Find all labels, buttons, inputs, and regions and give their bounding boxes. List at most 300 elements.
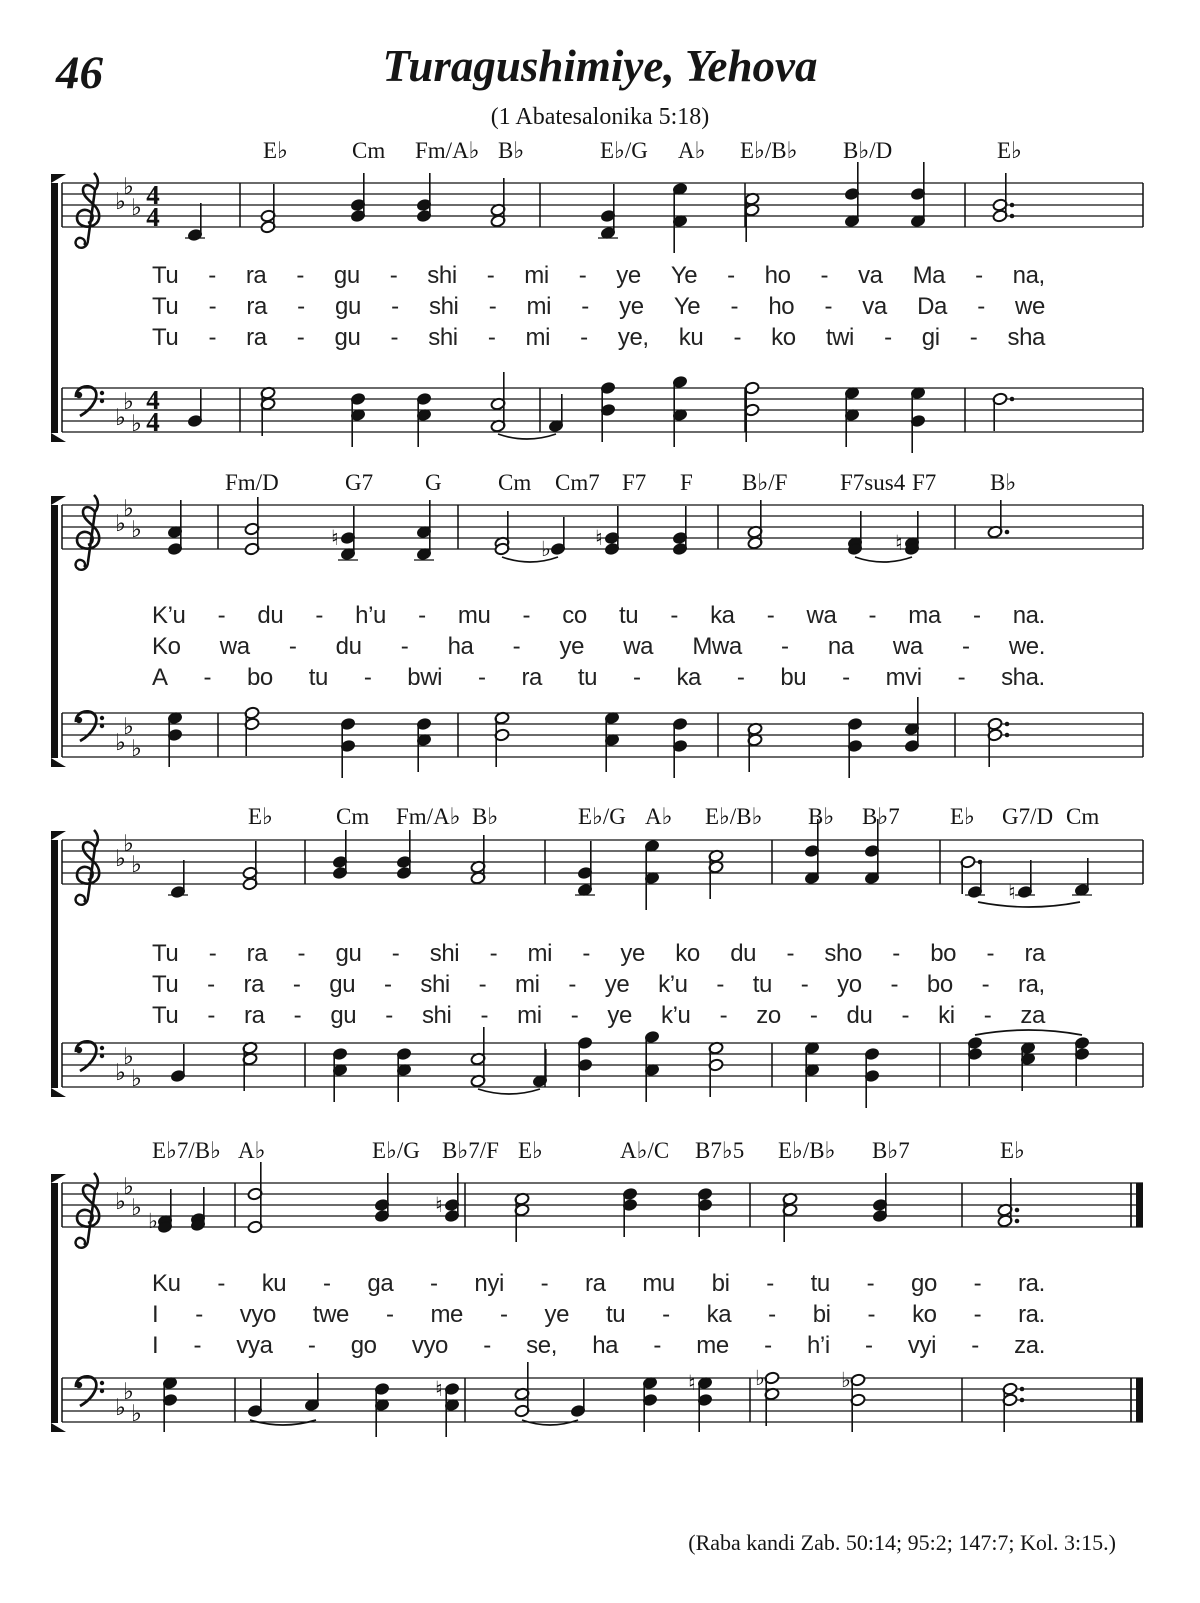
chord-symbol: E♭ (997, 138, 1022, 163)
lyric-syllable: mi (527, 940, 553, 967)
lyric-syllable: h’i (806, 1332, 830, 1359)
treble-staff (57, 163, 1147, 263)
lyric-syllable: mi (524, 262, 549, 289)
lyric-syllable: ga (367, 1270, 394, 1297)
syllable-separator: - (578, 262, 587, 289)
lyric-syllable: shi (429, 940, 460, 967)
lyric-syllable: ra. (1018, 1270, 1045, 1297)
chord-symbol: F7sus4 (840, 470, 906, 495)
lyric-syllable: Da (917, 293, 947, 320)
chord-symbol: B7♭5 (695, 1138, 745, 1163)
bass-clef-icon (76, 1041, 104, 1071)
chord-symbol: E♭ (1000, 1138, 1025, 1163)
syllable-separator: - (733, 324, 742, 351)
chord-symbol: E♭ (950, 804, 975, 829)
syllable-separator: - (581, 293, 589, 320)
syllable-separator: - (973, 1301, 982, 1328)
accidental: ♮ (595, 526, 603, 550)
syllable-separator: - (288, 633, 297, 660)
syllable-separator: - (809, 1002, 818, 1029)
syllable-separator: - (824, 293, 833, 320)
syllable-separator: - (418, 602, 426, 629)
flat-sign: ♭ (123, 496, 134, 522)
lyric-syllable: gu (334, 324, 361, 351)
bass-clef-icon (76, 386, 104, 416)
chord-symbol: Cm (336, 804, 370, 829)
lyric-syllable: ra (585, 1270, 606, 1297)
chord-symbol: B♭/F (742, 470, 788, 495)
page-title: Turagushimiye, Yehova (382, 41, 818, 91)
treble-staff (57, 1163, 1147, 1263)
lyric-syllable: tu (752, 971, 772, 998)
hymn-number: 46 (56, 47, 103, 99)
lyric-syllable: ye (544, 1301, 570, 1328)
lyrics-block (152, 262, 1045, 355)
lyric-syllable: se, (526, 1332, 557, 1359)
lyric-syllable: ki (938, 1002, 955, 1029)
lyric-syllable: yo (837, 971, 862, 998)
lyric-syllable: me (430, 1301, 464, 1328)
lyric-syllable: shi (428, 293, 459, 320)
syllable-separator: - (570, 1002, 579, 1029)
chord-symbol: A♭ (645, 804, 673, 829)
syllable-separator: - (662, 1301, 670, 1328)
lyric-syllable: go (350, 1332, 377, 1359)
lyric-syllable: bo (246, 664, 273, 691)
chord-symbol: E♭/B♭ (778, 1138, 836, 1163)
flat-sign: ♭ (115, 730, 126, 756)
flat-sign: ♭ (131, 517, 142, 543)
lyric-syllable: va (858, 262, 883, 289)
lyric-syllable: ra (246, 293, 267, 320)
lyric-syllable: ku (261, 1270, 287, 1297)
lyric-syllable: Tu (152, 971, 179, 998)
chord-symbol: E♭ (248, 804, 273, 829)
syllable-separator: - (981, 971, 990, 998)
lyric-syllable: K’u (152, 602, 186, 629)
flat-sign: ♭ (123, 714, 134, 740)
lyric-syllable: ye (604, 971, 630, 998)
lyric-syllable: gu (333, 262, 360, 289)
lyric-syllable: ra. (1018, 1301, 1045, 1328)
treble-clef-icon (76, 495, 100, 570)
lyric-syllable: za. (1014, 1332, 1045, 1359)
lyric-syllable: Tu (152, 324, 179, 351)
syllable-separator: - (730, 293, 739, 320)
flat-sign: ♭ (115, 511, 126, 537)
accidental: ♭ (755, 1366, 765, 1390)
lyric-syllable: Ye (670, 262, 698, 289)
lyric-syllable: gu (329, 971, 356, 998)
lyric-syllable: shi (427, 262, 457, 289)
lyric-syllable: Tu (152, 262, 179, 289)
chord-symbol: E♭/B♭ (740, 138, 798, 163)
lyric-syllable: I (152, 1301, 159, 1328)
lyric-syllable: gu (335, 940, 362, 967)
chord-symbol: Fm/A♭ (396, 804, 461, 829)
lyric-syllable: zo (756, 1002, 781, 1029)
syllable-separator: - (568, 971, 576, 998)
syllable-separator: - (207, 971, 215, 998)
lyric-syllable: ye (559, 633, 585, 660)
lyric-syllable: ye (616, 262, 641, 289)
lyric-syllable: Ye (673, 293, 701, 320)
syllable-separator: - (195, 1301, 203, 1328)
flat-sign: ♭ (123, 1044, 134, 1070)
time-signature: 4 (146, 407, 160, 437)
chord-symbol: E♭/G (600, 138, 648, 163)
syllable-separator: - (292, 971, 301, 998)
lyric-syllable: ra (246, 940, 268, 967)
bass-clef-icon (76, 711, 104, 741)
chord-symbol: Cm7 (555, 470, 600, 495)
syllable-separator: - (973, 1270, 982, 1297)
syllable-separator: - (977, 293, 985, 320)
lyrics-line (152, 324, 1045, 355)
chord-symbol: B♭7/F (442, 1138, 499, 1163)
syllable-separator: - (363, 664, 372, 691)
lyric-syllable: gu (330, 1002, 357, 1029)
lyric-syllable: vyo (239, 1301, 276, 1328)
syllable-separator: - (193, 1332, 202, 1359)
bass-staff (57, 368, 1147, 468)
lyric-syllable: Ma (912, 262, 946, 289)
lyric-syllable: ku (678, 324, 704, 351)
lyric-syllable: Ko (152, 633, 181, 660)
syllable-separator: - (716, 971, 724, 998)
lyric-syllable: gi (921, 324, 940, 351)
lyric-syllable: k’u (661, 1002, 691, 1029)
syllable-separator: - (389, 262, 398, 289)
lyric-syllable: vya (236, 1332, 273, 1359)
syllable-separator: - (766, 602, 775, 629)
chord-symbol: B♭ (498, 138, 525, 163)
lyric-syllable: co (562, 602, 587, 629)
syllable-separator: - (208, 293, 217, 320)
syllable-separator: - (842, 664, 850, 691)
lyric-syllable: tu (577, 664, 598, 691)
lyric-syllable: tu (605, 1301, 626, 1328)
lyric-syllable: ho (768, 293, 795, 320)
syllable-separator: - (385, 1002, 393, 1029)
chord-row (0, 138, 1200, 166)
syllable-separator: - (385, 1301, 394, 1328)
system-bracket (51, 183, 58, 433)
lyrics-line (152, 664, 1045, 695)
syllable-separator: - (400, 633, 409, 660)
chord-symbol: Cm (498, 470, 532, 495)
lyric-syllable: twe (312, 1301, 349, 1328)
treble-staff (57, 820, 1147, 920)
syllable-separator: - (866, 1270, 875, 1297)
lyric-syllable: shi (428, 324, 458, 351)
accidental: ♮ (1008, 880, 1016, 904)
lyric-syllable: me (696, 1332, 729, 1359)
lyric-syllable: ha (447, 633, 474, 660)
flat-sign: ♭ (131, 1195, 142, 1221)
syllable-separator: - (307, 1332, 316, 1359)
lyric-syllable: I (152, 1332, 159, 1359)
syllable-separator: - (865, 1332, 873, 1359)
syllable-separator: - (786, 940, 795, 967)
flat-sign: ♭ (123, 389, 134, 415)
syllable-separator: - (781, 633, 789, 660)
syllable-separator: - (868, 602, 877, 629)
chord-symbol: A♭ (238, 1138, 266, 1163)
syllable-separator: - (383, 971, 392, 998)
lyric-syllable: sha (1007, 324, 1045, 351)
lyric-syllable: vyi (907, 1332, 937, 1359)
syllable-separator: - (983, 1002, 992, 1029)
lyric-syllable: bo (926, 971, 953, 998)
lyric-syllable: bu (780, 664, 807, 691)
syllable-separator: - (217, 1270, 225, 1297)
syllable-separator: - (962, 633, 970, 660)
lyric-syllable: Mwa (692, 633, 742, 660)
time-signature: 4 (146, 385, 160, 415)
chord-symbol: B♭ (990, 470, 1017, 495)
syllable-separator: - (582, 940, 590, 967)
flat-sign: ♭ (123, 1174, 134, 1200)
chord-symbol: G7 (345, 470, 374, 495)
lyrics-line (152, 1301, 1045, 1332)
lyric-syllable: ko (912, 1301, 937, 1328)
lyric-syllable: bo (930, 940, 957, 967)
flat-sign: ♭ (131, 1401, 142, 1427)
chord-symbol: A♭/C (620, 1138, 670, 1163)
syllable-separator: - (580, 324, 588, 351)
lyric-syllable: tu (308, 664, 328, 691)
lyric-syllable: mi (515, 971, 540, 998)
chord-symbol: F7 (622, 470, 647, 495)
flat-sign: ♭ (115, 189, 126, 215)
chord-symbol: Cm (1066, 804, 1100, 829)
syllable-separator: - (766, 1270, 774, 1297)
syllable-separator: - (207, 1002, 215, 1029)
accidental: ♮ (688, 1371, 696, 1395)
chord-symbol: G (425, 470, 442, 495)
lyric-syllable: mvi (885, 664, 922, 691)
syllable-separator: - (297, 293, 305, 320)
lyric-syllable: ra, (1018, 971, 1045, 998)
lyrics-block (152, 940, 1045, 1033)
syllable-separator: - (499, 1301, 508, 1328)
lyrics-line (152, 633, 1045, 664)
accidental: ♮ (435, 1193, 443, 1217)
lyric-syllable: twi (825, 324, 854, 351)
lyric-syllable: bi (711, 1270, 730, 1297)
syllable-separator: - (391, 940, 400, 967)
accidental: ♮ (435, 1377, 443, 1401)
lyric-syllable: nyi (474, 1270, 504, 1297)
cross-references: (Raba kandi Zab. 50:14; 95:2; 147:7; Kol. 3:15.) (688, 1530, 1116, 1555)
chord-symbol: Fm/A♭ (415, 138, 480, 163)
lyric-syllable: ye (620, 940, 645, 967)
chord-symbol: E♭/B♭ (705, 804, 763, 829)
lyric-syllable: A (152, 664, 168, 691)
lyric-syllable: ha (592, 1332, 619, 1359)
syllable-separator: - (315, 602, 324, 629)
lyric-syllable: mu (642, 1270, 675, 1297)
lyric-syllable: na. (1012, 602, 1045, 629)
chord-symbol: B♭/D (843, 138, 893, 163)
syllable-separator: - (632, 664, 641, 691)
syllable-separator: - (296, 262, 304, 289)
lyric-syllable: ra (243, 971, 265, 998)
syllable-separator: - (975, 262, 983, 289)
lyric-syllable: ko (771, 324, 796, 351)
time-signature: 4 (146, 180, 160, 210)
accidental: ♭ (841, 1368, 851, 1392)
syllable-separator: - (768, 1301, 776, 1328)
flat-sign: ♭ (131, 852, 142, 878)
system-bracket (51, 1183, 58, 1423)
lyric-syllable: bwi (407, 664, 443, 691)
syllable-separator: - (390, 324, 399, 351)
syllable-separator: - (487, 324, 496, 351)
flat-sign: ♭ (123, 174, 134, 200)
lyric-syllable: ko (675, 940, 700, 967)
lyric-syllable: bi (812, 1301, 831, 1328)
lyrics-line (152, 971, 1045, 1002)
lyric-syllable: sho (824, 940, 862, 967)
accidental: ♭ (148, 1209, 158, 1233)
syllable-separator: - (727, 262, 735, 289)
chord-symbol: F (680, 470, 693, 495)
treble-clef-icon (76, 830, 100, 905)
syllable-separator: - (323, 1270, 331, 1297)
lyric-syllable: Tu (152, 293, 179, 320)
syllable-separator: - (972, 602, 981, 629)
syllable-separator: - (208, 262, 216, 289)
lyric-syllable: we. (1008, 633, 1045, 660)
accidental: ♮ (331, 526, 339, 550)
syllable-separator: - (892, 940, 900, 967)
lyric-syllable: ra (1024, 940, 1045, 967)
lyric-syllable: ka (706, 1301, 732, 1328)
chord-symbol: G7/D (1002, 804, 1054, 829)
lyric-syllable: ye (619, 293, 644, 320)
syllable-separator: - (884, 324, 892, 351)
syllable-separator: - (297, 940, 306, 967)
lyric-syllable: wa (892, 633, 923, 660)
syllable-separator: - (208, 940, 217, 967)
lyric-syllable: du (846, 1002, 873, 1029)
lyric-syllable: du (335, 633, 362, 660)
bass-staff (57, 1358, 1147, 1458)
lyric-syllable: go (911, 1270, 937, 1297)
syllable-separator: - (901, 1002, 910, 1029)
lyric-syllable: ye (607, 1002, 632, 1029)
flat-sign: ♭ (115, 1060, 126, 1086)
chord-symbol: E♭/G (578, 804, 626, 829)
lyric-syllable: mi (526, 293, 552, 320)
lyric-syllable: sha. (1001, 664, 1045, 691)
bass-clef-icon (76, 1376, 104, 1406)
flat-sign: ♭ (131, 195, 142, 221)
chord-symbol: E♭7/B♭ (152, 1138, 221, 1163)
chord-symbol: Cm (352, 138, 386, 163)
chord-symbol: Fm/D (225, 470, 279, 495)
syllable-separator: - (670, 602, 678, 629)
lyric-syllable: gu (335, 293, 361, 320)
lyric-syllable: na (827, 633, 854, 660)
chord-symbol: B♭7 (872, 1138, 910, 1163)
syllable-separator: - (653, 1332, 661, 1359)
scripture-reference: (1 Abatesalonika 5:18) (490, 104, 710, 130)
bass-staff (57, 1023, 1147, 1123)
lyric-syllable: du (730, 940, 757, 967)
syllable-separator: - (512, 633, 521, 660)
lyric-syllable: Tu (152, 940, 179, 967)
treble-staff (57, 485, 1147, 585)
flat-sign: ♭ (131, 736, 142, 762)
lyric-syllable: du (257, 602, 284, 629)
chord-symbol: F7 (912, 470, 937, 495)
lyric-syllable: mu (457, 602, 491, 629)
syllable-separator: - (800, 971, 809, 998)
lyrics-line (152, 1270, 1045, 1301)
flat-sign: ♭ (123, 1379, 134, 1405)
flat-sign: ♭ (131, 411, 142, 437)
lyric-syllable: h’u (355, 602, 386, 629)
syllable-separator: - (986, 940, 995, 967)
syllable-separator: - (867, 1301, 876, 1328)
flat-sign: ♭ (131, 1066, 142, 1092)
lyrics-block (152, 1270, 1045, 1363)
chord-symbol: E♭ (263, 138, 288, 163)
chord-symbol: E♭ (518, 1138, 543, 1163)
lyric-syllable: ra (245, 262, 267, 289)
lyrics-block (152, 602, 1045, 695)
lyric-syllable: ka (676, 664, 701, 691)
chord-symbol: E♭/G (372, 1138, 420, 1163)
lyric-syllable: k’u (658, 971, 688, 998)
syllable-separator: - (957, 664, 966, 691)
lyric-syllable: za (1020, 1002, 1045, 1029)
treble-clef-icon (76, 1173, 100, 1248)
syllable-separator: - (483, 1332, 491, 1359)
lyric-syllable: vyo (411, 1332, 449, 1359)
chord-row (0, 1138, 1200, 1166)
syllable-separator: - (540, 1270, 549, 1297)
flat-sign: ♭ (123, 831, 134, 857)
syllable-separator: - (203, 664, 212, 691)
lyric-syllable: ye, (617, 324, 649, 351)
lyric-syllable: ho (764, 262, 791, 289)
syllable-separator: - (480, 1002, 489, 1029)
lyric-syllable: shi (420, 971, 450, 998)
lyric-syllable: va (862, 293, 887, 320)
system-bracket (51, 505, 58, 758)
lyric-syllable: mi (517, 1002, 542, 1029)
flat-sign: ♭ (115, 405, 126, 431)
syllable-separator: - (217, 602, 226, 629)
lyric-syllable: tu (618, 602, 639, 629)
lyric-syllable: Ku (152, 1270, 181, 1297)
chord-symbol: B♭7 (862, 804, 900, 829)
syllable-separator: - (971, 1332, 979, 1359)
lyric-syllable: mi (525, 324, 551, 351)
lyrics-line (152, 602, 1045, 633)
chord-symbol: B♭ (472, 804, 499, 829)
syllable-separator: - (764, 1332, 772, 1359)
lyric-syllable: ra (246, 324, 267, 351)
syllable-separator: - (820, 262, 829, 289)
lyric-syllable: shi (421, 1002, 452, 1029)
lyric-syllable: wa (623, 633, 654, 660)
accidental: ♭ (541, 537, 551, 561)
